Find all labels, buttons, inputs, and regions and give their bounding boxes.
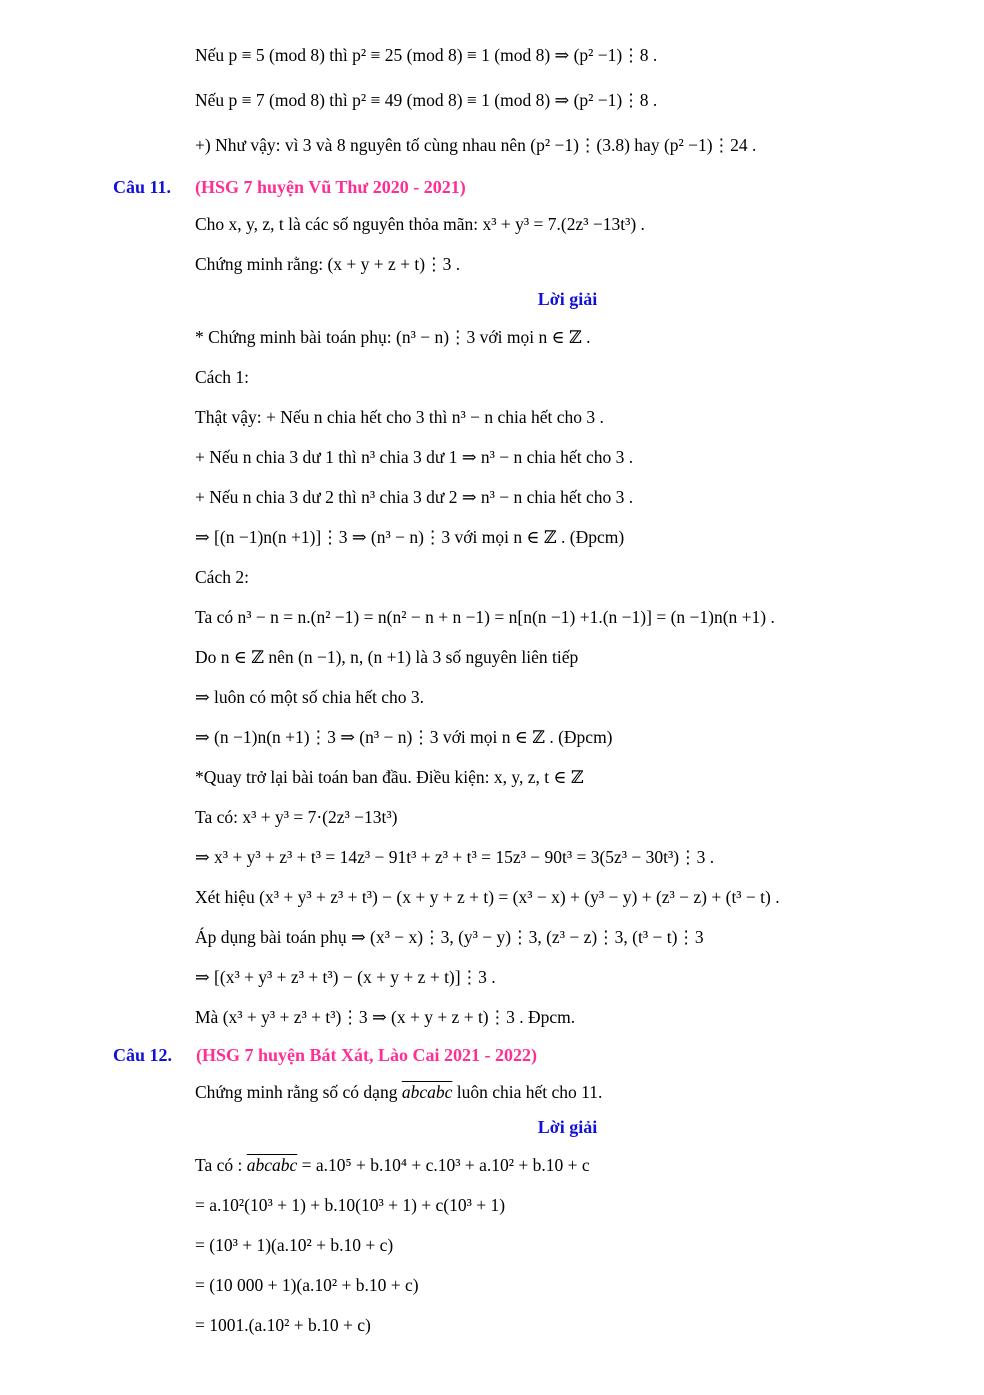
- solution-line: = (10 000 + 1)(a.10² + b.10 + c): [195, 1275, 419, 1295]
- solution-text-prefix: Ta có :: [195, 1155, 247, 1175]
- solution-heading-11: Lời giải: [537, 289, 598, 309]
- solution-line: Cách 1:: [195, 367, 249, 387]
- solution-line: Do n ∈ ℤ nên (n −1), n, (n +1) là 3 số nguyên liên tiếp: [195, 647, 579, 667]
- solution-line: ⇒ (n −1)n(n +1)⋮3 ⇒ (n³ − n)⋮3 với mọi n ∈ ℤ . (Đpcm): [195, 727, 613, 747]
- problem-line: Chứng minh rằng: (x + y + z + t)⋮3 .: [195, 254, 461, 274]
- solution-line: ⇒ luôn có một số chia hết cho 3.: [195, 687, 424, 707]
- question-12-solution: [195, 1191, 940, 1339]
- question-12-heading: [113, 1043, 940, 1067]
- solution-line: Xét hiệu (x³ + y³ + z³ + t³) − (x + y + z + t) = (x³ − x) + (y³ − y) + (z³ − z) + (t³ − t) .: [195, 887, 780, 907]
- solution-line-overline: [195, 1151, 940, 1179]
- overline-abcabc: abcabc: [401, 1082, 453, 1102]
- math-line: Nếu p ≡ 5 (mod 8) thì p² ≡ 25 (mod 8) ≡ 1 (mod 8) ⇒ (p² −1)⋮8 .: [195, 45, 658, 65]
- solution-line: Mà (x³ + y³ + z³ + t³)⋮3 ⇒ (x + y + z + t)⋮3 . Đpcm.: [195, 1007, 576, 1027]
- solution-line: Ta có n³ − n = n.(n² −1) = n(n² − n + n −1) = n[n(n −1) +1.(n −1)] = (n −1)n(n +1) .: [195, 607, 775, 627]
- problem-line: Cho x, y, z, t là các số nguyên thỏa mãn: x³ + y³ = 7.(2z³ −13t³) .: [195, 214, 645, 234]
- math-line: +) Như vậy: vì 3 và 8 nguyên tố cùng nhau nên (p² −1)⋮(3.8) hay (p² −1)⋮24 .: [195, 135, 757, 155]
- solution-line: Thật vậy: + Nếu n chia hết cho 3 thì n³ − n chia hết cho 3 .: [195, 407, 604, 427]
- solution-line: ⇒ x³ + y³ + z³ + t³ = 14z³ − 91t³ + z³ + t³ = 15z³ − 90t³ = 3(5z³ − 30t³)⋮3 .: [195, 847, 715, 867]
- question-11-solution: [195, 323, 940, 1031]
- question-12-problem: [195, 1077, 940, 1107]
- solution-heading-12: Lời giải: [537, 1117, 598, 1137]
- prelude-lines: [195, 40, 940, 160]
- solution-line: Ta có: x³ + y³ = 7·(2z³ −13t³): [195, 807, 398, 827]
- overline-abcabc: abcabc: [246, 1155, 298, 1175]
- solution-line: = (10³ + 1)(a.10² + b.10 + c): [195, 1235, 394, 1255]
- question-12-source: (HSG 7 huyện Bát Xát, Lào Cai 2021 - 2022): [196, 1045, 538, 1065]
- solution-line: + Nếu n chia 3 dư 2 thì n³ chia 3 dư 2 ⇒ n³ − n chia hết cho 3 .: [195, 487, 634, 507]
- solution-line: ⇒ [(n −1)n(n +1)]⋮3 ⇒ (n³ − n)⋮3 với mọi n ∈ ℤ . (Đpcm): [195, 527, 625, 547]
- math-line: Nếu p ≡ 7 (mod 8) thì p² ≡ 49 (mod 8) ≡ 1 (mod 8) ⇒ (p² −1)⋮8 .: [195, 90, 658, 110]
- solution-line: *Quay trở lại bài toán ban đầu. Điều kiện: x, y, z, t ∈ ℤ: [195, 767, 584, 787]
- solution-line: * Chứng minh bài toán phụ: (n³ − n)⋮3 với mọi n ∈ ℤ .: [195, 327, 591, 347]
- solution-line: Áp dụng bài toán phụ ⇒ (x³ − x)⋮3, (y³ − y)⋮3, (z³ − z)⋮3, (t³ − t)⋮3: [195, 927, 704, 947]
- solution-line: ⇒ [(x³ + y³ + z³ + t³) − (x + y + z + t)]⋮3 .: [195, 967, 496, 987]
- solution-line: = a.10²(10³ + 1) + b.10(10³ + 1) + c(10³ + 1): [195, 1195, 506, 1215]
- question-11-problem: [195, 209, 940, 279]
- question-11-label: Câu 11.: [113, 177, 172, 197]
- question-12-label: Câu 12.: [113, 1045, 173, 1065]
- solution-line: = 1001.(a.10² + b.10 + c): [195, 1315, 371, 1335]
- solution-line: Cách 2:: [195, 567, 249, 587]
- solution-text-suffix: = a.10⁵ + b.10⁴ + c.10³ + a.10² + b.10 + c: [297, 1155, 590, 1175]
- question-11-source: (HSG 7 huyện Vũ Thư 2020 - 2021): [195, 177, 466, 197]
- problem-text-prefix: Chứng minh rằng số có dạng: [195, 1082, 402, 1102]
- question-11-heading: [113, 175, 940, 199]
- solution-line: + Nếu n chia 3 dư 1 thì n³ chia 3 dư 1 ⇒ n³ − n chia hết cho 3 .: [195, 447, 634, 467]
- problem-text-suffix: luôn chia hết cho 11.: [452, 1082, 603, 1102]
- prelude-section: [195, 40, 940, 160]
